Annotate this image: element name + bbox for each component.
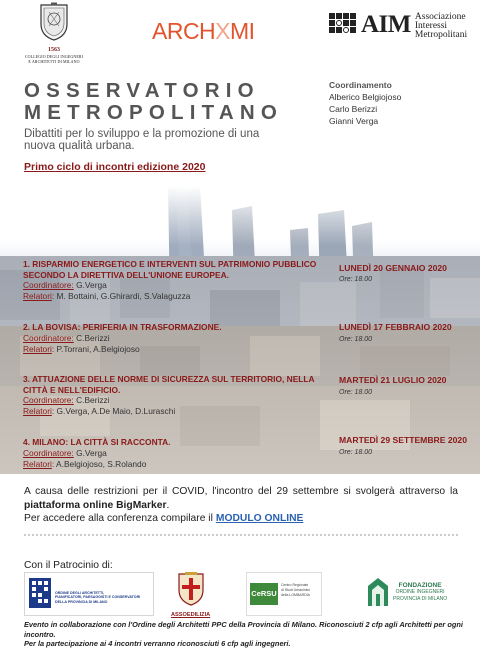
speakers-value: : P.Torrani, A.Belgiojoso: [51, 343, 140, 354]
fondazione-ingegneri-logo: [366, 572, 456, 614]
assoedilizia-shield-icon: [172, 572, 210, 606]
collegio-year: 1563: [48, 47, 60, 53]
event-1-time: Ore: 18.00: [339, 276, 373, 283]
fondazione-line-2: ORDINE INGEGNERI: [395, 589, 445, 595]
cersu-line-2: di Studi Urbanistici: [281, 588, 310, 592]
event-1: [23, 259, 323, 302]
event-3-date: MARTEDÌ 21 LUGLIO 2020: [339, 375, 447, 385]
coordination-heading: Coordinamento: [329, 80, 392, 90]
assoedilizia-text: ASSOEDILIZIA: [171, 612, 211, 618]
access-text: Per accedere alla conferenza compilare il: [24, 513, 213, 524]
event-title: 2. LA BOVISA: PERIFERIA IN TRASFORMAZIONE.: [23, 322, 222, 332]
speakers-label: Relatori: [23, 291, 52, 301]
collegio-name-1: COLLEGIO DEGLI INGEGNERI: [24, 54, 84, 59]
event-title: 1. RISPARMIO ENERGETICO E INTERVENTI SUL PATRIMONIO PUBBLICO SECONDO LA DIRETTIVA DELL'UNIONE EUROPEA.: [23, 259, 317, 280]
cersu-line-3: della LOMBARDIA: [281, 593, 310, 597]
online-form-link[interactable]: MODULO ONLINE: [215, 513, 304, 524]
footer-notes: [24, 620, 464, 649]
access-line: [24, 513, 303, 524]
event-2-time: Ore: 18.00: [339, 336, 373, 343]
event-2-date: LUNEDÌ 17 FEBBRAIO 2020: [339, 322, 452, 332]
coordination-member: Gianni Verga: [329, 116, 379, 126]
speakers-label: Relatori: [23, 343, 52, 354]
coordinator-value: G.Verga: [73, 447, 107, 458]
event-title: 4. MILANO: LA CITTÀ SI RACCONTA.: [23, 437, 171, 447]
cycle-heading: Primo ciclo di incontri edizione 2020: [24, 161, 206, 173]
event-4-date: MARTEDÌ 29 SETTEMBRE 2020: [339, 435, 467, 445]
event-4-time: Ore: 18.00: [339, 449, 373, 456]
collegio-seal-icon: [37, 2, 71, 42]
ordine-line-3: DELLA PROVINCIA DI MILANO: [55, 599, 108, 604]
ordine-architetti-logo: [24, 572, 154, 616]
fondazione-line-3: PROVINCIA DI MILANO: [393, 596, 448, 602]
collegio-name-2: E ARCHITETTI DI MILANO: [28, 59, 80, 64]
coordinator-value: C.Berizzi: [73, 395, 110, 405]
aim-word: AIM: [361, 11, 411, 38]
coordination-block: [329, 79, 401, 127]
ordine-line-1: ORDINE DEGLI ARCHITETTI,: [55, 591, 105, 595]
ordine-line-2: PIANIFICATORI, PAESAGGISTI E CONSERVATORI: [55, 595, 141, 600]
dotted-divider: [24, 534, 458, 536]
archxmi-part2: X: [215, 18, 231, 44]
aim-sub-1: Associazione: [414, 12, 466, 22]
coordinator-label: Coordinatore:: [23, 395, 74, 405]
assoedilizia-logo: [171, 572, 211, 618]
coordination-member: Carlo Berizzi: [329, 104, 378, 114]
speakers-label: Relatori: [23, 406, 52, 416]
coordinator-value: G.Verga: [73, 280, 107, 290]
title-line-2: METROPOLITANO: [24, 101, 284, 124]
footer-line-1: Evento in collaborazione con l'Ordine degli Architetti PPC della Provincia di Milano. Riconosciuti 2 cfp agli Architetti per ogni incontro.: [24, 620, 463, 639]
page-title: [24, 80, 283, 124]
fondazione-text: [393, 582, 447, 603]
archxmi-part1: ARCH: [152, 18, 216, 44]
speakers-label: Relatori: [23, 458, 52, 469]
covid-notice: [24, 485, 458, 512]
cersu-mark: CeRSU: [250, 583, 278, 605]
fondazione-line-1: FONDAZIONE: [398, 582, 442, 589]
speakers-value: : M. Bottaini, G.Ghirardi, S.Valaguzza: [51, 291, 191, 301]
archxmi-part3: MI: [230, 18, 255, 44]
title-line-1: OSSERVATORIO: [24, 79, 260, 102]
speakers-value: : G.Verga, A.De Maio, D.Luraschi: [51, 406, 176, 416]
covid-platform: piattaforma online BigMarker: [24, 499, 167, 511]
cersu-text: [281, 583, 310, 598]
subtitle: Dibattiti per lo sviluppo e la promozione di una nuova qualità urbana.: [24, 128, 260, 152]
cersu-logo: [246, 572, 322, 616]
coordinator-value: C.Berizzi: [73, 332, 110, 343]
fondazione-mark-icon: [366, 576, 390, 608]
coordinator-label: Coordinatore:: [23, 447, 74, 458]
aim-sub-2: Interessi: [414, 21, 448, 31]
coordination-member: Alberico Belgiojoso: [329, 92, 402, 102]
aim-sub: [415, 13, 467, 40]
event-4: [23, 437, 323, 470]
coordinator-label: Coordinatore:: [23, 332, 74, 343]
event-title: 3. ATTUAZIONE DELLE NORME DI SICUREZZA SUL TERRITORIO, NELLA CITTÀ E NELL'EDIFICIO.: [23, 374, 315, 395]
archxmi-logo: [152, 18, 255, 45]
covid-text-end: .: [166, 499, 170, 511]
footer-line-2: Per la partecipazione ai 4 incontri verranno riconosciuti 6 cfp agli ingegneri.: [24, 639, 291, 649]
event-2: [23, 322, 323, 355]
covid-text: A causa delle restrizioni per il COVID, l'incontro del 29 settembre si svolgerà attraverso la: [24, 486, 458, 497]
speakers-value: : A.Belgiojoso, S.Rolando: [51, 458, 147, 469]
event-1-date: LUNEDÌ 20 GENNAIO 2020: [339, 263, 447, 273]
coordinator-label: Coordinatore:: [23, 280, 74, 290]
patronage-heading: Con il Patrocinio di:: [24, 560, 113, 571]
event-3-time: Ore: 18.00: [339, 389, 373, 396]
cersu-line-1: Centro Regionale: [281, 583, 309, 587]
aim-logo: [328, 12, 467, 40]
aim-mark-icon: [328, 12, 358, 38]
ordine-text: [55, 591, 140, 604]
collegio-logo: [22, 2, 86, 64]
event-3: [23, 374, 323, 417]
aim-sub-3: Metropolitani: [414, 30, 468, 40]
